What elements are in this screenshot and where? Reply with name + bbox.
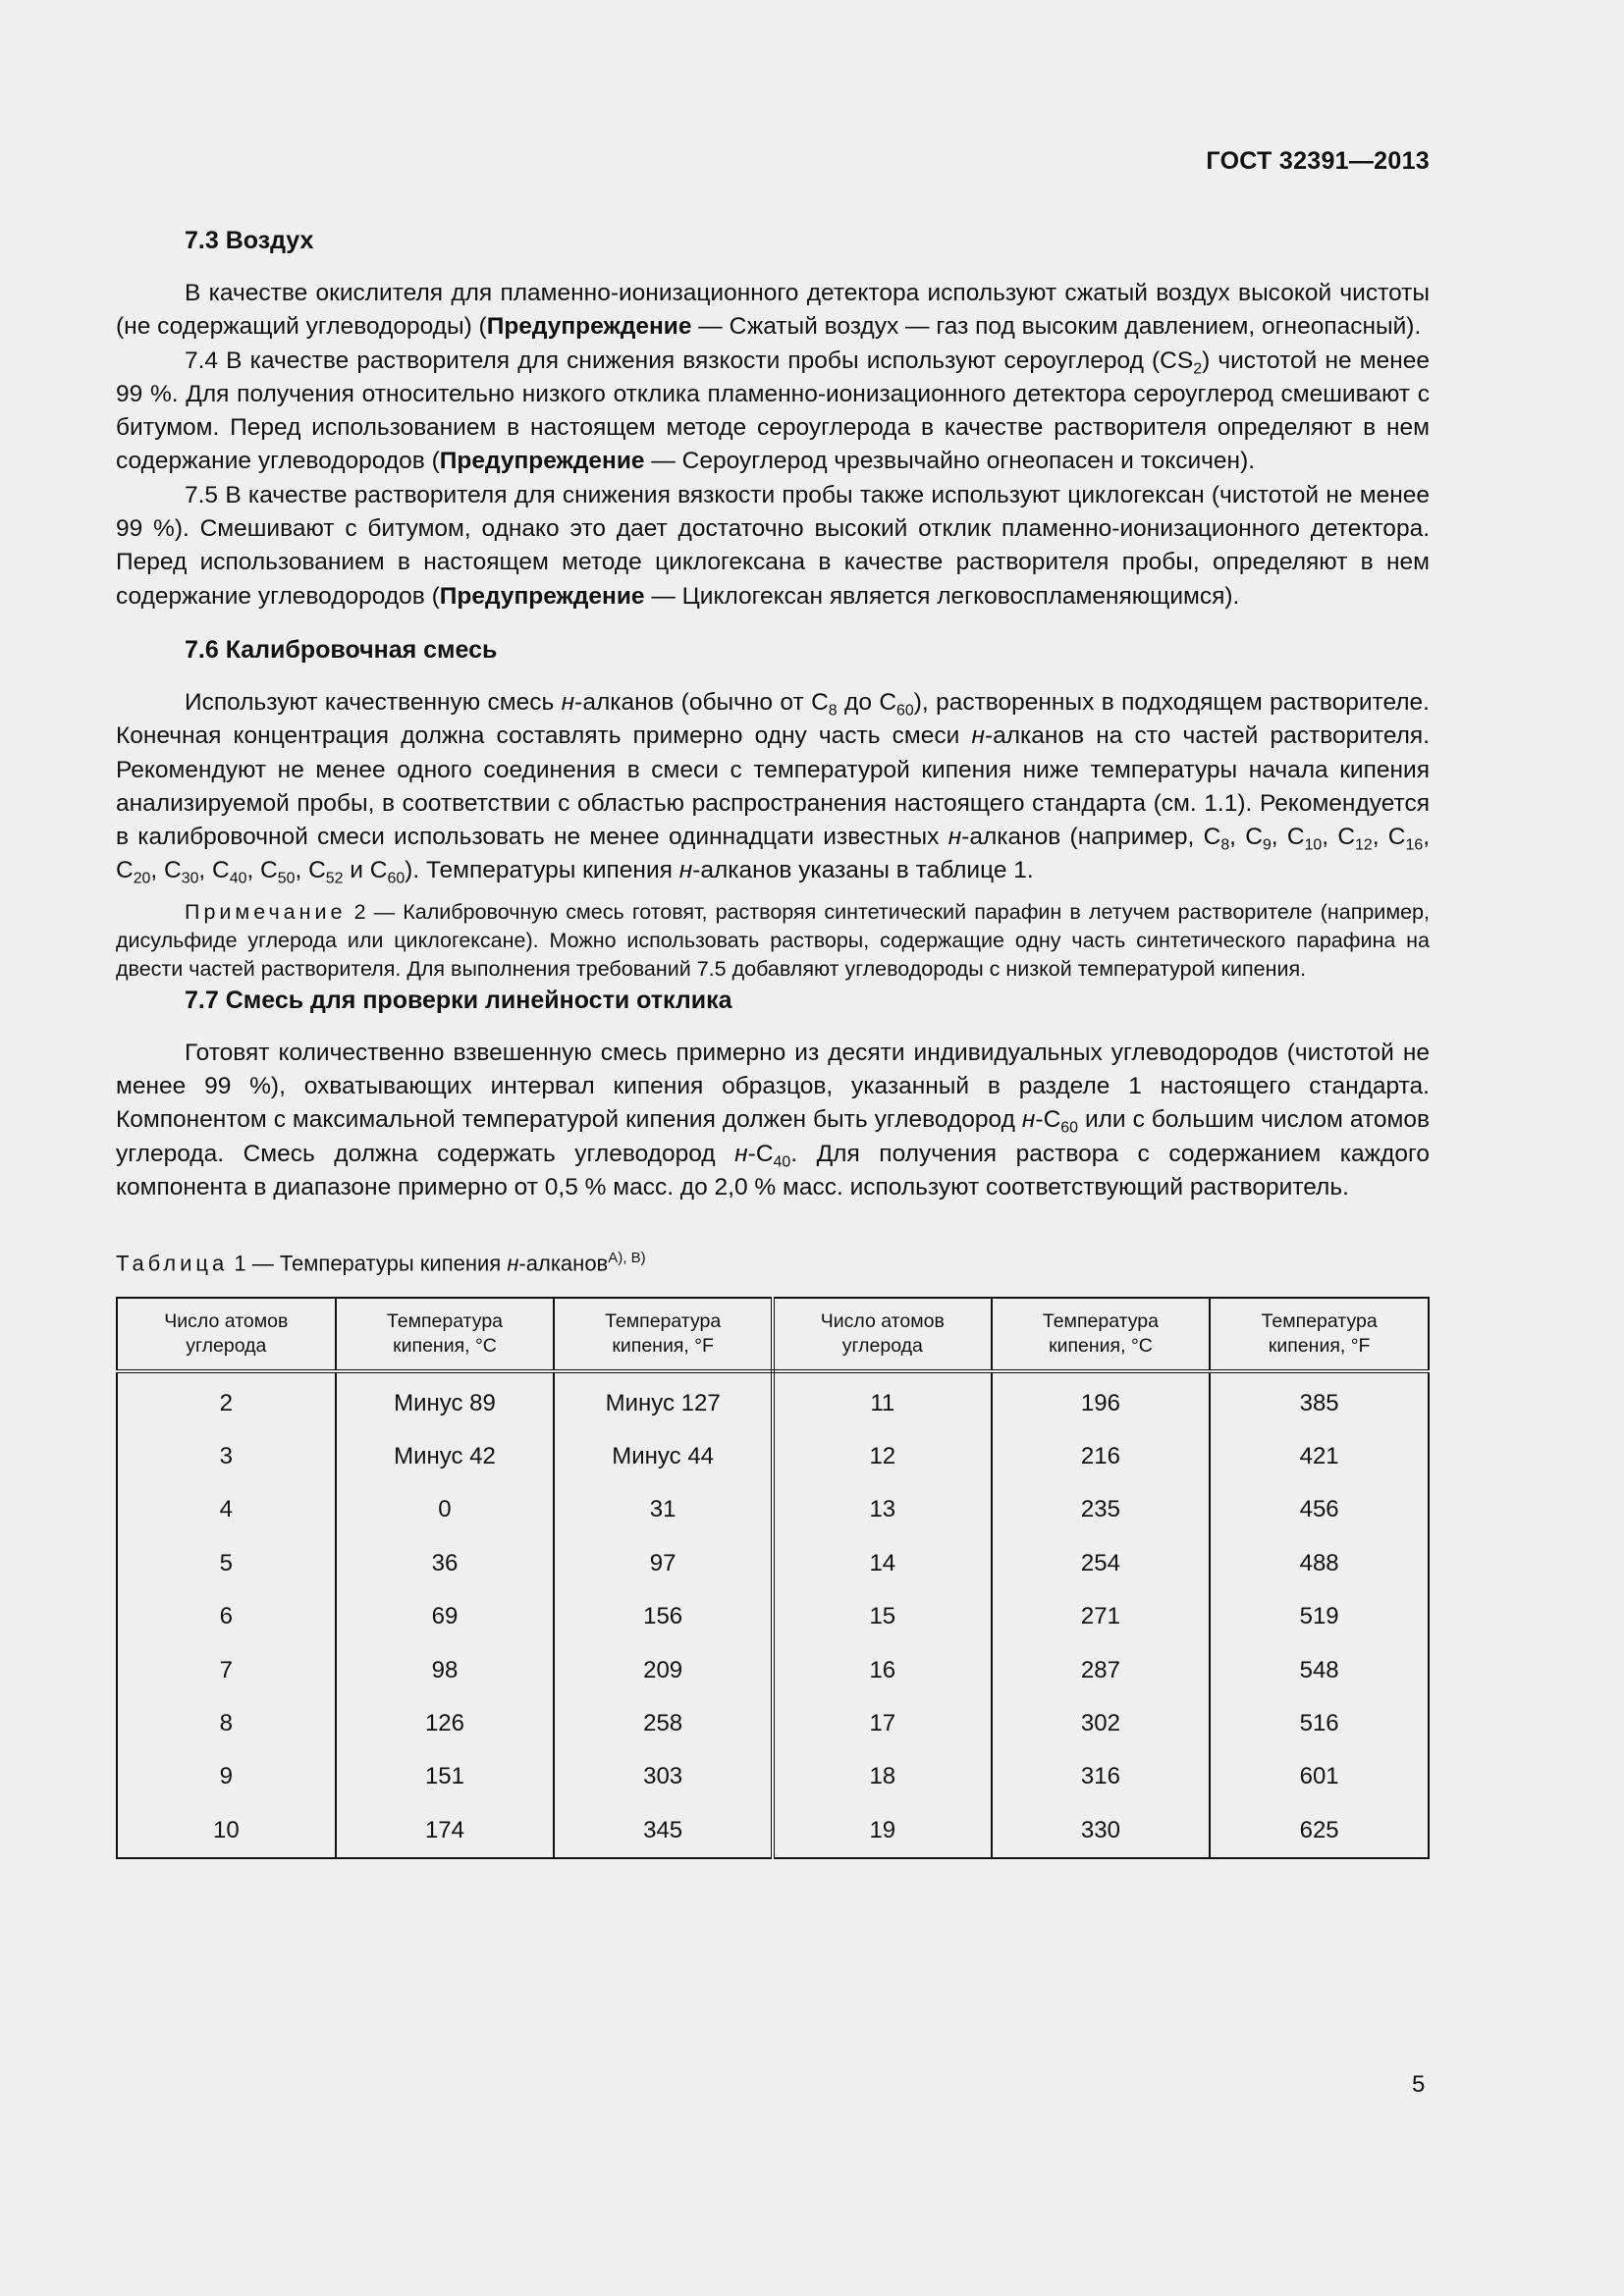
- section-7-7-text: Готовят количественно взвешенную смесь примерно из десяти индивидуальных углеводородов (чистотой не менее 99 %), охватывающих интервал кипения образцов, указанный в разделе 1 настоящего стандарта. Компонентом с максимальной температурой кипения должен быть углеводород $н-C_{60}$ или с большим числом атомов углерода. Смесь должна содержать углеводород $н-C_{40}$. Для получения раствора с содержанием каждого компонента в диапазоне примерно от 0,5 % масс. до 2,0 % масс. используют соответствующий растворитель.: [116, 1039, 1430, 1201]
- table-cell: 16: [773, 1644, 992, 1697]
- page-number: 5: [1412, 2071, 1426, 2098]
- table-cell: 126: [336, 1697, 555, 1750]
- table-cell: 258: [554, 1697, 773, 1750]
- note-2: Примечание 2 — Калибровочную смесь готовят, растворяя синтетический парафин в летучем растворителе (например, дисульфиде углерода или циклогексане). Можно использовать растворы, содержащие одну часть синтетического парафина на двести частей растворителя. Для выполнения требований 7.5 добавляют углеводороды с низкой температурой кипения.: [116, 899, 1430, 981]
- table-cell: 15: [773, 1590, 992, 1643]
- table-cell: 5: [117, 1537, 336, 1590]
- table-cell: 156: [554, 1590, 773, 1643]
- section-7-3-text: В качестве окислителя для пламенно-ионизационного детектора используют сжатый воздух высокой чистоты (не содержащий углеводороды) (Предупреждение — Сжатый воздух — газ под высоким давлением, огнеопасный).: [116, 280, 1430, 341]
- table-cell: 302: [992, 1697, 1211, 1750]
- table-cell: 19: [773, 1804, 992, 1858]
- section-7-3-title: 7.3 Воздух: [185, 227, 314, 254]
- boiling-points-table: [116, 1297, 1430, 1860]
- table-row: [117, 1537, 1429, 1590]
- table-cell: 330: [992, 1804, 1211, 1858]
- table-cell: 488: [1210, 1537, 1429, 1590]
- table-row: [117, 1697, 1429, 1750]
- table-cell: 196: [992, 1371, 1211, 1430]
- table-cell: 98: [336, 1644, 555, 1697]
- table-cell: 519: [1210, 1590, 1429, 1643]
- table-cell: 254: [992, 1537, 1211, 1590]
- section-7-7-title: 7.7 Смесь для проверки линейности отклика: [185, 986, 732, 1014]
- table-cell: 11: [773, 1371, 992, 1430]
- page-content: [116, 224, 1430, 1859]
- table-cell: Минус 89: [336, 1371, 555, 1430]
- table-cell: 209: [554, 1644, 773, 1697]
- table-cell: 97: [554, 1537, 773, 1590]
- header-boiling-c: Температура кипения, °C: [336, 1298, 555, 1371]
- header-boiling-c-2: Температура кипения, °C: [992, 1298, 1211, 1371]
- table-cell: 8: [117, 1697, 336, 1750]
- header-boiling-f: Температура кипения, °F: [554, 1298, 773, 1371]
- table-cell: 235: [992, 1483, 1211, 1536]
- table-cell: 17: [773, 1697, 992, 1750]
- table-cell: 216: [992, 1430, 1211, 1483]
- table-cell: 6: [117, 1590, 336, 1643]
- table-cell: 2: [117, 1371, 336, 1430]
- header-carbon-atoms-2: Число атомов углерода: [773, 1298, 992, 1371]
- header-carbon-atoms: Число атомов углерода: [117, 1298, 336, 1371]
- section-7-5-text: 7.5 В качестве растворителя для снижения вязкости пробы также используют циклогексан (чистотой не менее 99 %). Смешивают с битумом, однако это дает достаточно высокий отклик пламенно-ионизационного детектора. Перед использованием в настоящем методе циклогексана в качестве растворителя пробы, определяют в нем содержание углеводородов (Предупреждение — Циклогексан является легковоспламеняющимся).: [116, 481, 1430, 610]
- table-cell: 12: [773, 1430, 992, 1483]
- table-cell: Минус 42: [336, 1430, 555, 1483]
- table-cell: 345: [554, 1804, 773, 1858]
- section-7-6-title: 7.6 Калибровочная смесь: [185, 635, 498, 664]
- table-cell: 31: [554, 1483, 773, 1536]
- table-cell: Минус 44: [554, 1430, 773, 1483]
- table-cell: 174: [336, 1804, 555, 1858]
- table-cell: 9: [117, 1750, 336, 1803]
- table-cell: 3: [117, 1430, 336, 1483]
- table-cell: 18: [773, 1750, 992, 1803]
- table-cell: 548: [1210, 1644, 1429, 1697]
- table-row: [117, 1430, 1429, 1483]
- table-row: [117, 1371, 1429, 1430]
- table-cell: 14: [773, 1537, 992, 1590]
- table-cell: 421: [1210, 1430, 1429, 1483]
- table-cell: 13: [773, 1483, 992, 1536]
- table-cell: 69: [336, 1590, 555, 1643]
- document-code: ГОСТ 32391—2013: [1206, 147, 1430, 175]
- table-cell: Минус 127: [554, 1371, 773, 1430]
- table-row: [117, 1644, 1429, 1697]
- table-header-row: [117, 1298, 1429, 1371]
- table-caption: Таблица 1 — Температуры кипения н-алканов$^{A), B)}$: [116, 1250, 646, 1276]
- table-cell: 516: [1210, 1697, 1429, 1750]
- table-cell: 4: [117, 1483, 336, 1536]
- section-7-4-text: 7.4 В качестве растворителя для снижения вязкости пробы используют сероуглерод $(CS_2)$ чистотой не менее 99 %. Для получения относительно низкого отклика пламенно-ионизационного детектора сероуглерод смешивают с битумом. Перед использованием в настоящем методе сероуглерода в качестве растворителя определяют в нем содержание углеводородов (Предупреждение — Сероуглерод чрезвычайно огнеопасен и токсичен).: [116, 347, 1430, 475]
- header-boiling-f-2: Температура кипения, °F: [1210, 1298, 1429, 1371]
- table-cell: 287: [992, 1644, 1211, 1697]
- table-cell: 271: [992, 1590, 1211, 1643]
- table-cell: 303: [554, 1750, 773, 1803]
- table-cell: 385: [1210, 1371, 1429, 1430]
- table-cell: 10: [117, 1804, 336, 1858]
- table-cell: 625: [1210, 1804, 1429, 1858]
- table-cell: 316: [992, 1750, 1211, 1803]
- table-cell: 601: [1210, 1750, 1429, 1803]
- table-cell: 151: [336, 1750, 555, 1803]
- table-row: [117, 1804, 1429, 1858]
- table-cell: 36: [336, 1537, 555, 1590]
- table-row: [117, 1750, 1429, 1803]
- table-cell: 0: [336, 1483, 555, 1536]
- table-row: [117, 1483, 1429, 1536]
- table-row: [117, 1590, 1429, 1643]
- table-cell: 7: [117, 1644, 336, 1697]
- table-cell: 456: [1210, 1483, 1429, 1536]
- section-7-6-text: Используют качественную смесь н-алканов (обычно от $C_8$ до $C_{60}$), растворенных в подходящем растворителе. Конечная концентрация должна составлять примерно одну часть смеси н-алканов на сто частей растворителя. Рекомендуют не менее одного соединения в смеси с температурой кипения ниже температуры начала кипения анализируемой пробы, в соответствии с областью распространения настоящего стандарта (см. 1.1). Рекомендуется в калибровочной смеси использовать не менее одиннадцати известных н-алканов (например, $C_8$, $C_9$, $C_{10}$, $C_{12}$, $C_{16}$, $C_{20}$, $C_{30}$, $C_{40}$, $C_{50}$, $C_{52}$ и $C_{60}$). Температуры кипения н-алканов указаны в таблице 1.: [116, 688, 1431, 888]
